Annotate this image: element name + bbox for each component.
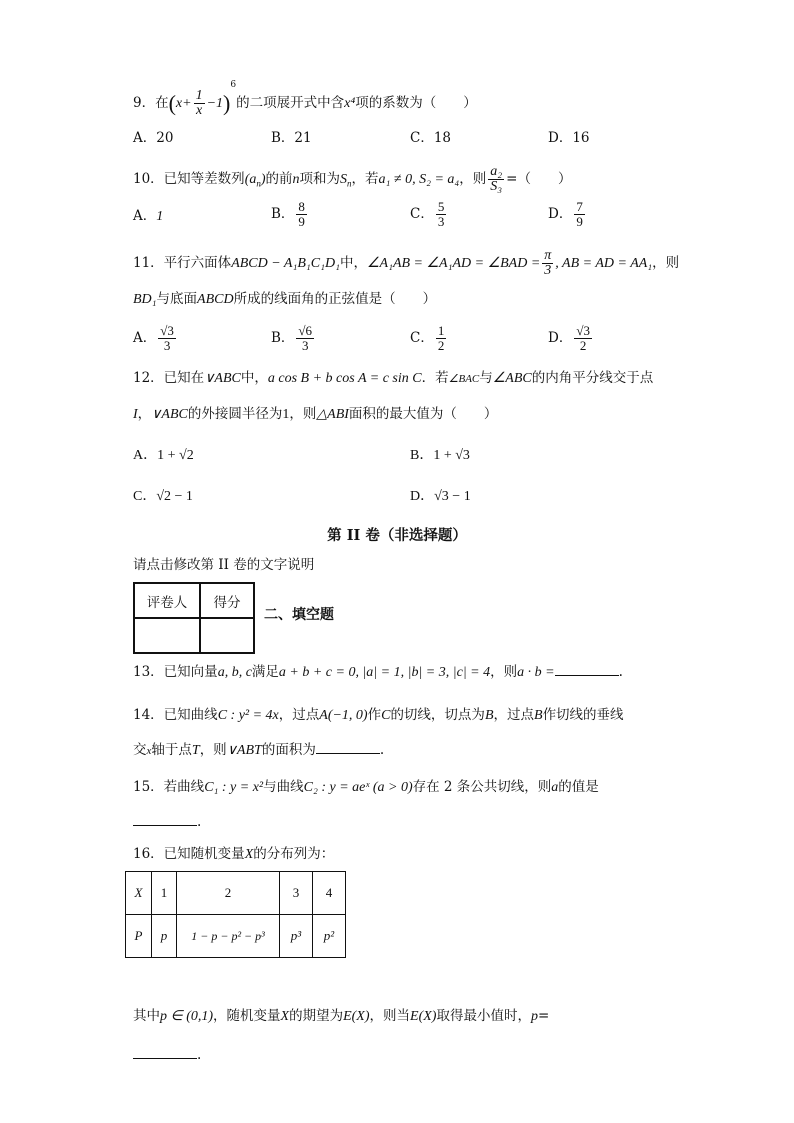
q14-point: A(−1, 0) [319,708,368,723]
q10-seq-sub: n [256,178,261,189]
dist-cell: 4 [313,872,346,915]
q12-triangle-abi: △ABI [316,407,349,422]
distribution-row-x [126,872,346,915]
q9-power: 6 [230,80,237,90]
q13-then: ，则 [490,664,518,680]
score-table [133,582,255,654]
dist-cell: p [152,915,177,958]
q16-l1: 16．已知随机变量 [133,846,245,862]
q11-cond-a: ∠A₁AB = ∠A₁AD = ∠BAD = [366,256,541,271]
q14-l2d: 的面积为 [261,742,316,758]
q11-mid: 中， [339,255,367,271]
q11-line2-d: 所成的线面角的正弦值是（ ） [233,291,437,307]
q14-answer-blank[interactable] [316,753,380,754]
q16-l2a: 其中 [133,1008,160,1024]
q14-stem-line2 [133,741,384,760]
q9-paren-open: ( [168,90,176,116]
q16-end: . [197,1047,202,1063]
dist-cell: 1 − p − p² − p³ [177,915,280,958]
q16-l2b: ，随机变量 [213,1008,281,1024]
q12-line2-h: 面积的最大值为（ ） [348,406,498,422]
dist-cell: p³ [280,915,313,958]
q9-option-c[interactable]: C．18 [410,130,452,146]
q15-l1a: 15．若曲线 [133,779,205,795]
q9-term: x⁴ [344,96,356,111]
q10-cond-pre: ，若 [351,171,379,187]
q10-option-b[interactable]: B． $\frac{8}{9}$ [271,199,305,229]
score-cell-score[interactable] [200,618,254,653]
q16-EX: E(X) [343,1009,370,1024]
dist-cell: 3 [280,872,313,915]
q16-p: p [530,1009,538,1024]
q15-stem [133,778,599,797]
q12-option-a[interactable]: A．1 + √2 [133,448,194,463]
q15-answer-line [133,813,201,831]
q14-B: B [484,708,494,723]
q12-stem [133,369,653,388]
q15-answer-blank[interactable] [133,825,197,826]
q13-vectors: a, b, c [217,665,252,680]
q12-tail: 的内角平分线交于点 [531,370,654,386]
q16-stem [133,845,334,864]
q12-angle-abc: ∠ABC [492,371,532,386]
q12-line2-f: ，则 [289,406,317,422]
q14-l1e: ，过点 [493,707,534,723]
q14-l1d: 的切线，切点为 [390,707,485,723]
section-2-title: 第 II 卷（非选择题） [327,527,467,544]
q15-curve-1: C₁ : y = x² [204,780,264,795]
q13-stem [133,663,623,682]
q10-option-d[interactable]: D． $\frac{7}{9}$ [548,199,583,229]
q9-fraction: $\frac{1}{x}$ [195,88,203,118]
q12-option-b[interactable]: B．1 + √3 [410,448,470,463]
q11-option-b[interactable]: B． $\frac{√6}{3}$ [271,323,313,353]
q10-option-c[interactable]: C． $\frac{5}{3}$ [410,199,445,229]
q11-solid: ABCD − A₁B₁C₁D₁ [231,256,340,271]
q9-stem [133,76,477,118]
q11-line2-b: 与底面 [156,291,198,307]
q14-l1f: 作切线的垂线 [542,707,624,723]
q10-number: 10．已知等差数列 [133,171,245,187]
q9-option-a[interactable]: A．20 [133,130,174,146]
q14-B2: B [534,708,543,723]
q16-condition: p ∈ (0,1) [160,1009,214,1024]
q10-seq-close: ) [260,172,266,187]
q11-option-a[interactable]: A． $\frac{√3}{3}$ [133,323,174,353]
q10-fraction: $\frac{\text{a₂}}{\text{S₃}}$ [490,164,503,194]
q16-l2f: = [537,1008,550,1024]
dist-cell: 1 [152,872,177,915]
q9-tail: 项的系数为（ ） [355,95,477,111]
q12-mid3: 与 [479,370,493,386]
q10-mid: 的前 [265,171,293,187]
q14-C: C [381,708,391,723]
q10-seq: (a [244,172,257,187]
dist-cell: X [126,872,152,915]
distribution-table [125,871,346,958]
q9-option-b[interactable]: B．21 [271,130,312,146]
q12-option-d[interactable]: D．√3 − 1 [410,489,471,504]
q9-text: 的二项展开式中含 [236,95,345,111]
q16-answer-blank[interactable] [133,1058,197,1059]
q13-number: 13．已知向量 [133,664,218,680]
q13-answer-blank[interactable] [555,675,619,676]
q9-expr-a: x+ [175,96,192,111]
q10-tail: =（ ） [506,171,572,187]
q10-S: S [340,172,348,187]
q16-l2c: 的期望为 [289,1008,344,1024]
score-header-grader: 评卷人 [134,583,200,618]
q12-angle-bac: ∠BAC [448,373,480,385]
q14-l1c: 作 [367,707,382,723]
q16-EX2: E(X) [410,1009,437,1024]
q12-line2-d: 的外接圆半径为 [187,406,283,422]
dist-cell: 2 [177,872,280,915]
score-cell-grader[interactable] [134,618,200,653]
q11-tail: ，则 [652,255,680,271]
q13-mid: 满足 [251,664,279,680]
q11-number: 11．平行六面体 [133,255,232,271]
q12-mid2: ．若 [421,370,449,386]
q13-end: . [618,664,623,680]
q10-option-a[interactable]: A．1 [133,208,164,224]
q14-stem [133,706,624,725]
q14-l2b: 轴于点 [151,742,192,758]
q14-l1a: 14．已知曲线 [133,707,218,723]
q11-stem [133,249,679,278]
q10-mid2: 项和为 [299,171,341,187]
q16-l1b: 的分布列为： [253,846,335,862]
q11-pi-fraction: $\frac{\pi}{3}$ [544,248,552,278]
dist-cell: P [126,915,152,958]
q12-point-i: I [133,407,138,422]
q13-expr: a · b = [517,665,555,680]
dist-cell: p² [313,915,346,958]
q9-number: 9．在 [133,95,169,111]
q15-l1c: 存在 2 条公共切线，则 [412,779,552,795]
q14-triangle: ∨ABT [226,743,262,758]
q14-l2c: ，则 [199,742,227,758]
q11-bd1: BD₁ [133,292,157,307]
q11-option-d[interactable]: D． $\frac{√3}{2}$ [548,323,590,353]
q15-a: a [551,780,559,795]
q12-stem-line2 [133,405,497,424]
section-2-hint[interactable]: 请点击修改第 II 卷的文字说明 [133,557,315,573]
q16-stem-line2 [133,1007,549,1026]
q11-stem-line2 [133,290,436,309]
q12-line2-b: ， [137,406,152,422]
q9-option-d[interactable]: D．16 [548,130,590,146]
q11-option-c[interactable]: C． $\frac{1}{2}$ [410,323,445,353]
q14-x: x [146,745,152,757]
q15-curve-2: C₂ : y = aeˣ (a > 0) [303,780,413,795]
q9-expr-b: −1 [206,96,224,111]
q16-l2e: 取得最小值时， [436,1008,531,1024]
q12-radius: 1 [282,407,290,422]
part-2-heading: 二、填空题 [264,607,334,623]
q12-option-c[interactable]: C．√2 − 1 [133,489,193,504]
q10-then: ，则 [459,171,487,187]
q12-line2-triangle: ∨ABC [151,407,188,422]
q14-l2a: 交 [133,742,147,758]
q10-n: n [292,172,300,187]
distribution-row-p [126,915,346,958]
q11-abcd: ABCD [197,292,234,307]
q13-condition: a + b + c = 0, |a| = 1, |b| = 3, |c| = 4 [278,665,491,680]
q15-end: . [197,814,202,830]
q15-l1d: 的值是 [558,779,599,795]
q11-cond-b: , AB = AD = AA₁ [555,256,653,271]
q14-end: . [379,742,385,758]
q16-X: X [244,847,254,862]
q12-mid: 中， [240,370,268,386]
q10-S-sub: n [347,178,352,189]
q16-X2: X [280,1009,290,1024]
q10-stem [133,165,571,194]
q12-triangle: ∨ABC [204,371,241,386]
q16-answer-line [133,1046,201,1064]
q9-paren-close: ) [223,90,231,116]
q14-l1b: ，过点 [278,707,320,723]
q14-curve: C : y² = 4x [217,708,279,723]
q15-l1b: 与曲线 [263,779,304,795]
q10-condition: a₁ ≠ 0, S₂ = a₄ [378,172,460,187]
q16-l2d: ，则当 [369,1008,411,1024]
q12-number: 12．已知在 [133,370,205,386]
q12-condition: a cos B + b cos A = c sin C [267,371,422,386]
score-header-score: 得分 [200,583,254,618]
q14-T: T [191,743,200,758]
